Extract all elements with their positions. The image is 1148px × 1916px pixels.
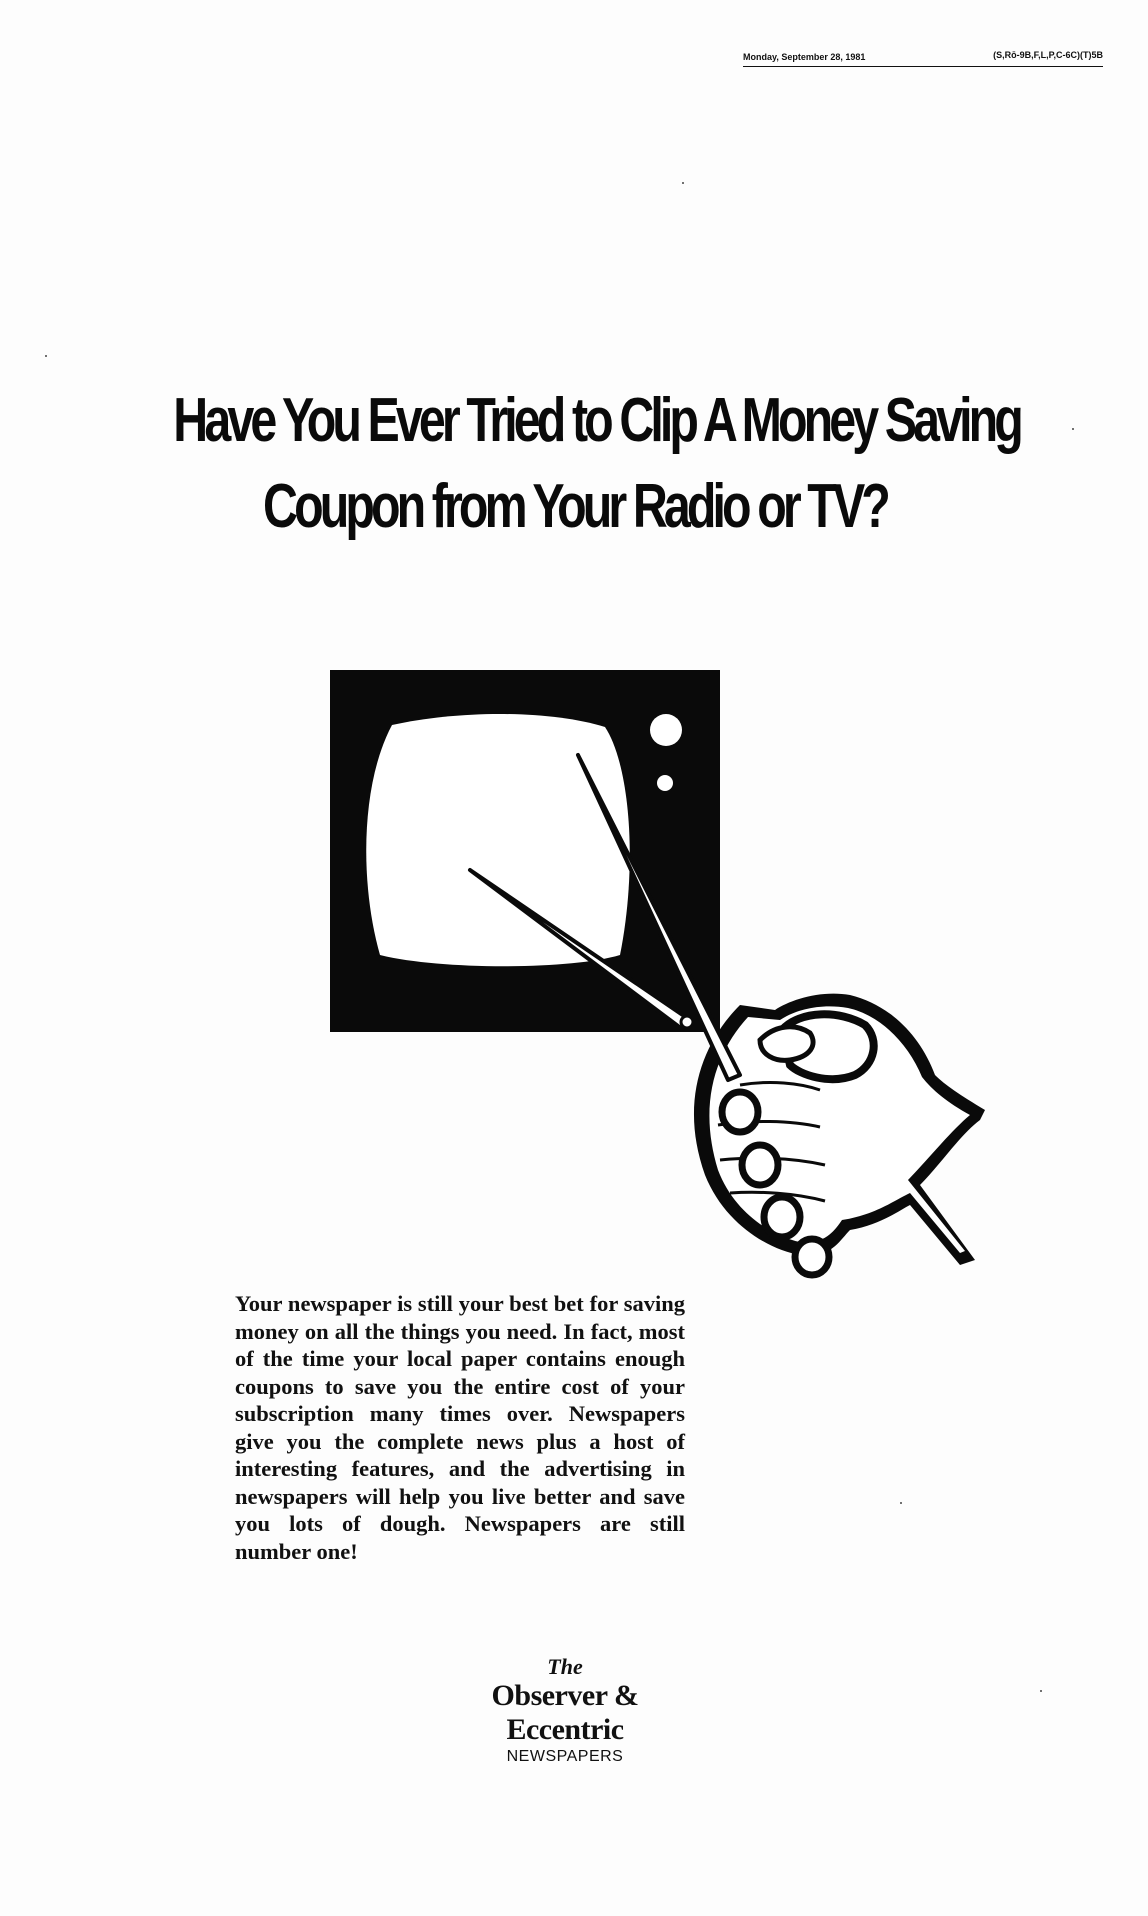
masthead-name: Observer & Eccentric: [491, 1679, 639, 1746]
print-speck: [682, 182, 684, 184]
scissors-hand-tv-icon: [320, 665, 1000, 1295]
ad-headline: [173, 378, 1020, 550]
print-speck: [45, 355, 47, 357]
print-speck: [900, 1502, 902, 1504]
body-copy: Your newspaper is still your best bet for saving money on all the things you need. In fact, most of the time your local paper contains enough coupons to save you the entire cost of your subscription many times over. Newspapers give you the complete news plus a host of interesting features, and the advertising in newspapers will help you live better and save you lots of dough. Newspapers are still number one!: [235, 1291, 685, 1564]
masthead-subtitle: NEWSPAPERS: [506, 1748, 624, 1765]
tv-knob-small: [657, 775, 673, 791]
masthead-logo: [430, 1655, 700, 1767]
print-speck: [1040, 1690, 1042, 1692]
print-speck: [1072, 428, 1074, 430]
edition-code: (S,Rō-9B,F,L,P,C-6C)(T)5B: [993, 50, 1103, 60]
tv-knob-large: [650, 714, 682, 746]
headline-line-1: Have You Ever Tried to Clip A Money Saving: [173, 386, 1020, 455]
tv-screen: [366, 714, 630, 966]
headline-line-2: Coupon from Your Radio or TV?: [263, 472, 887, 541]
masthead-the: The: [547, 1654, 583, 1679]
issue-date: Monday, September 28, 1981: [743, 52, 866, 62]
running-head: [743, 50, 1103, 67]
